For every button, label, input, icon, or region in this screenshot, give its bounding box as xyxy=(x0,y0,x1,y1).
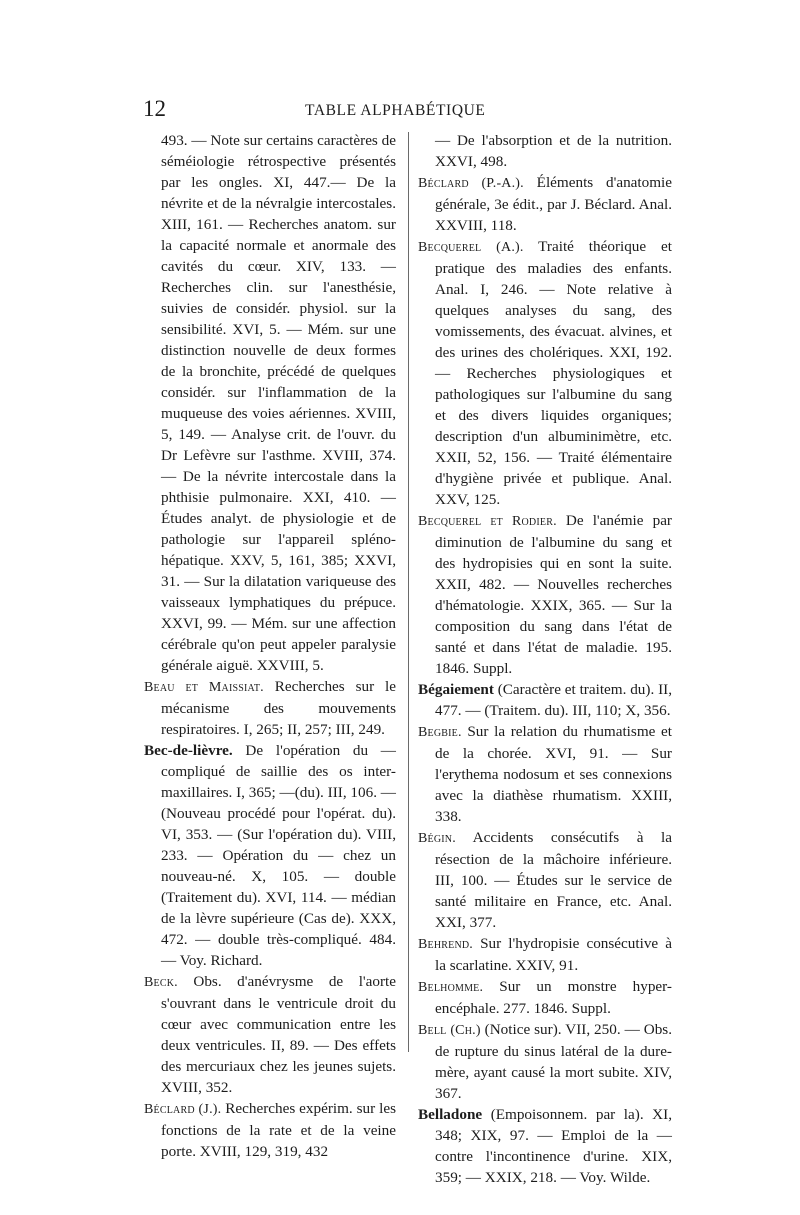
index-entry xyxy=(144,971,396,1098)
entry-headword: Beck. xyxy=(144,975,178,990)
index-entry xyxy=(418,721,672,827)
index-entry xyxy=(144,130,396,676)
entry-headword: Béclard (P.-A.). xyxy=(418,176,524,191)
entry-headword: Beau et Maissiat. xyxy=(144,680,264,695)
index-entry xyxy=(144,740,396,971)
entry-text: De l'anémie par diminution de l'albumine du sang et des hydropisies qui en sont la suite. XXII, 482. — Nouvelles recherches d'hématologie. XXIX, 365. — Sur la composition du sang dans l'état de santé et dans l'état de maladie. 195. 1846. Suppl. xyxy=(435,512,672,677)
entry-headword: Béclard (J.). xyxy=(144,1102,222,1117)
index-entry xyxy=(418,933,672,976)
entry-text: (Notice sur). VII, 250. — Obs. de rupture du sinus latéral de la dure-mère, ayant causé la mort subite. XIV, 367. xyxy=(435,1021,672,1102)
index-entry xyxy=(418,976,672,1019)
index-entry xyxy=(418,679,672,721)
entry-headword: Becquerel (A.). xyxy=(418,240,524,255)
index-entry xyxy=(418,1019,672,1104)
running-title: TABLE ALPHABÉTIQUE xyxy=(305,102,486,119)
entry-headword: Becquerel et Rodier. xyxy=(418,514,557,529)
entry-text: (Empoisonnem. par la). XI, 348; XIX, 97. — Emploi de la — contre l'incontinence d'urine. XIX, 359; — XXIX, 218. — Voy. Wilde. xyxy=(435,1106,672,1186)
left-column xyxy=(144,130,396,1162)
index-entry xyxy=(144,1098,396,1162)
index-entry xyxy=(418,130,672,172)
entry-text: Sur la relation du rhumatisme et de la chorée. XVI, 91. — Sur l'erythema nodosum et ses connexions avec la diathèse rhumatism. XXIII, 338. xyxy=(435,723,672,825)
entry-text: Recherches sur le mécanisme des mouvements respiratoires. I, 265; II, 257; III, 249. xyxy=(161,678,396,738)
entry-text: Sur un monstre hyper-encéphale. 277. 1846. Suppl. xyxy=(435,978,672,1017)
index-entry xyxy=(144,676,396,740)
entry-text: 493. — Note sur certains caractères de séméiologie rétrospective présentés par les ongles. XI, 447.— De la névrite et de la névralgie intercostales. XIII, 161. — Recherches anatom. sur la capacité normale et anormale des cavités du cœur. XIV, 133. — Recherches clin. sur l'anesthésie, suivies de considér. physiol. sur la sensibilité. XVI, 5. — Mém. sur une distinction nouvelle de deux formes de la bronchite, précédé de quelques considér. sur l'inflammation de la muqueuse des voies aériennes. XVIII, 5, 149. — Analyse crit. de l'ouvr. du Dr Lefèvre sur l'asthme. XVIII, 374. — De la névrite intercostale dans la phthisie pulmonaire. XXI, 410. — Études analyt. de physiologie et de pathologie sur l'appareil spléno-hépatique. XXV, 5, 161, 385; XXVI, 31. — Sur la dilatation variqueuse des vaisseaux lymphatiques du prépuce. XXVI, 99. — Mém. sur une affection cérébrale qu'on peut appeler paralysie générale aiguë. XXVIII, 5. xyxy=(161,132,396,674)
entry-headword: Behrend. xyxy=(418,937,473,952)
entry-headword: Bégaiement xyxy=(418,681,494,698)
entry-headword: Bell (Ch.) xyxy=(418,1023,481,1038)
column-divider xyxy=(408,132,409,1052)
index-entry xyxy=(418,236,672,510)
entry-headword: Bec-de-lièvre. xyxy=(144,742,233,759)
entry-text: Obs. d'anévrysme de l'aorte s'ouvrant dans le ventricule droit du cœur avec communication entre les deux ventricules. II, 89. — Des effets des mercuriaux chez les jeunes sujets. XVIII, 352. xyxy=(161,973,396,1096)
entry-text: Accidents consécutifs à la résection de la mâchoire inférieure. III, 100. — Études sur le service de santé militaire en France, etc. Anal. XXI, 377. xyxy=(435,829,672,931)
entry-headword: Belhomme. xyxy=(418,980,484,995)
entry-text: — De l'absorption et de la nutrition. XXVI, 498. xyxy=(435,132,672,170)
index-entry xyxy=(418,1104,672,1188)
entry-text: Traité théorique et pratique des maladies des enfants. Anal. I, 246. — Note relative à quelques analyses du sang, des vomissements, des évacuat. alvines, et des urines des cholériques. XXI, 192. — Recherches physiologiques et pathologiques sur l'albumine du sang et des divers liquides organiques; description d'un albuminimètre, etc. XXII, 52, 156. — Traité élémentaire d'hygiène privée et publique. Anal. XXV, 125. xyxy=(435,238,672,508)
entry-text: Recherches expérim. sur les fonctions de la rate et de la veine porte. XVIII, 129, 319, 432 xyxy=(161,1100,396,1160)
entry-text: De l'opération du — compliqué de saillie des os inter-maxillaires. I, 365; —(du). III, 106. — (Nouveau procédé pour l'opérat. du). VI, 353. — (Sur l'opération du). VIII, 233. — Opération du — chez un nouveau-né. X, 105. — double (Traitement du). XVI, 114. — médian de la lèvre supérieure (Cas de). XXX, 472. — double très-compliqué. 484. — Voy. Richard. xyxy=(161,742,396,969)
entry-text: Sur l'hydropisie consécutive à la scarlatine. XXIV, 91. xyxy=(435,935,672,974)
page-number: 12 xyxy=(143,96,166,121)
entry-headword: Begbie. xyxy=(418,725,462,740)
index-entry xyxy=(418,172,672,236)
entry-headword: Bégin. xyxy=(418,831,456,846)
index-entry xyxy=(418,827,672,933)
entry-text: (Caractère et traitem. du). II, 477. — (Traitem. du). III, 110; X, 356. xyxy=(435,681,672,719)
entry-headword: Belladone xyxy=(418,1106,483,1123)
index-entry xyxy=(418,510,672,679)
entry-text: Éléments d'anatomie générale, 3e édit., par J. Béclard. Anal. XXVIII, 118. xyxy=(435,174,672,234)
right-column xyxy=(418,130,672,1188)
